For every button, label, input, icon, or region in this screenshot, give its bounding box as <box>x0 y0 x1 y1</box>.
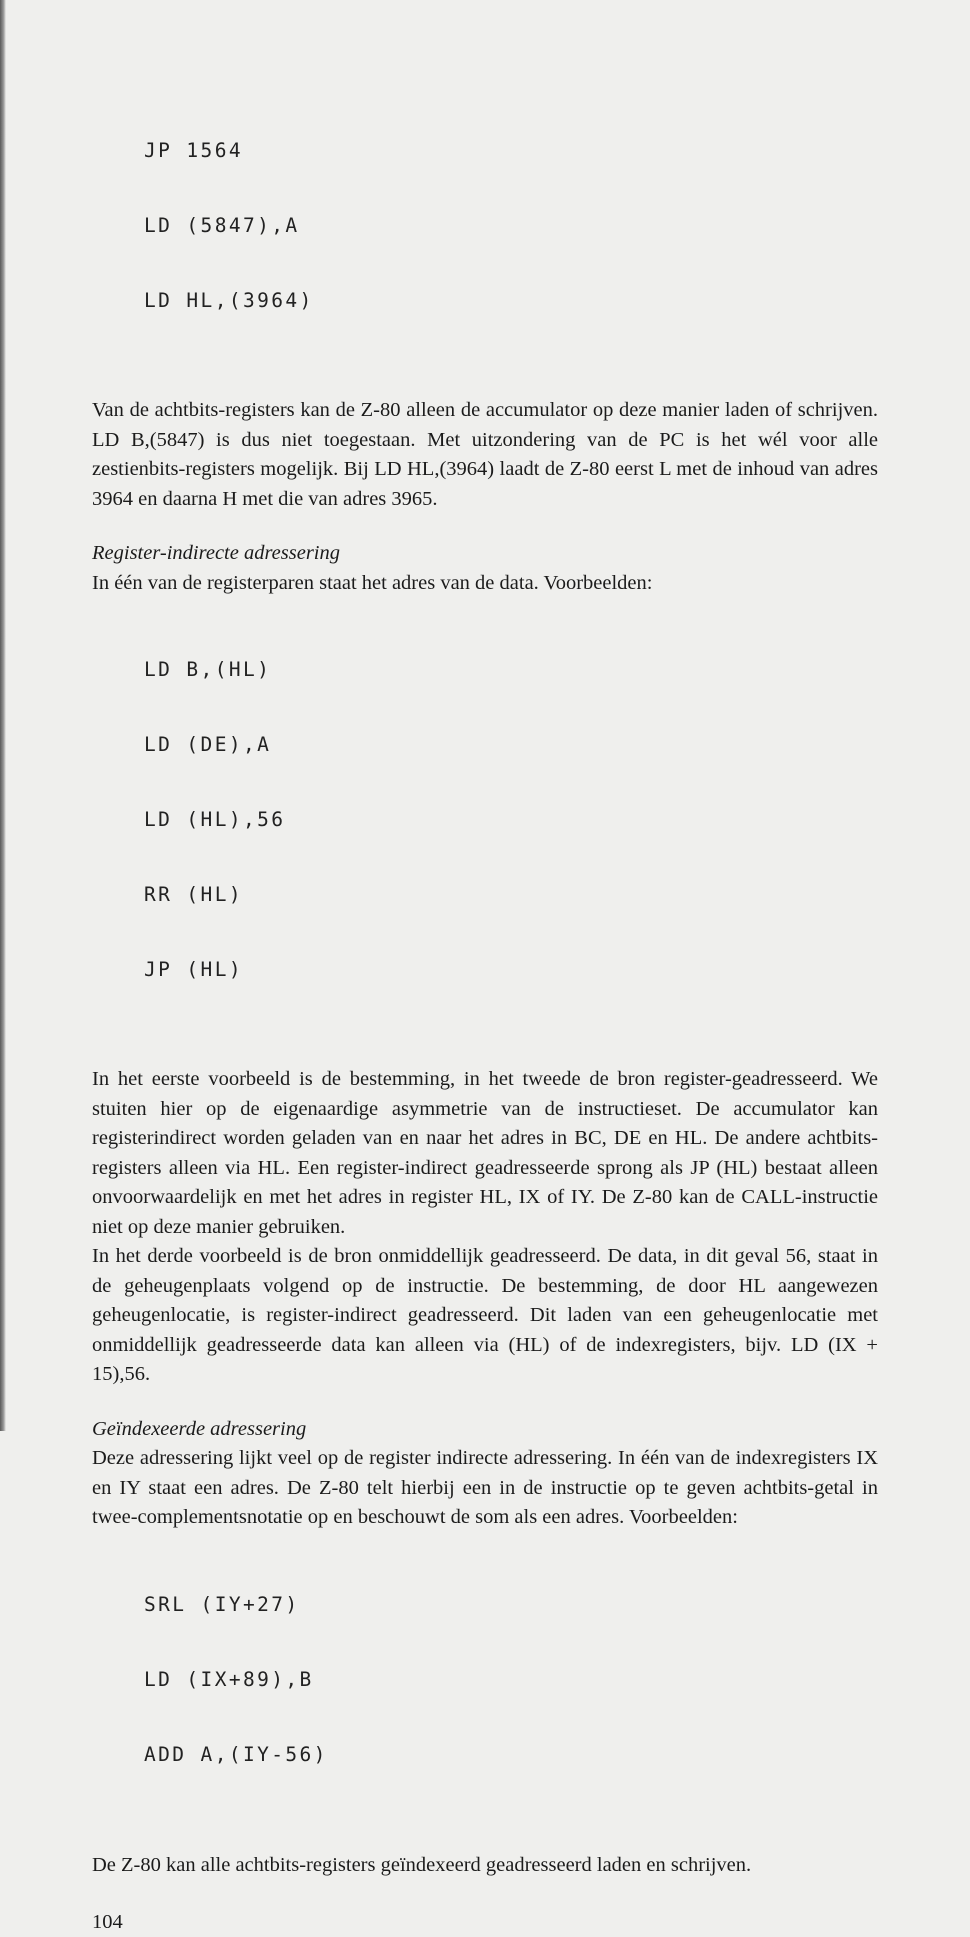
code-line: ADD A,(IY-56) <box>144 1742 328 1766</box>
page-number: 104 <box>92 1911 123 1933</box>
code-line: LD (IX+89),B <box>144 1667 314 1691</box>
code-line: RR (HL) <box>144 883 243 906</box>
code-line: SRL (IY+27) <box>144 1592 300 1616</box>
code-line: JP (HL) <box>144 958 243 981</box>
code-line: LD (5847),A <box>144 214 300 237</box>
code-line: LD HL,(3964) <box>144 289 314 312</box>
paragraph-register-indirect-intro: In één van de registerparen staat het adres van de data. Voorbeelden: <box>92 571 653 594</box>
code-line: LD (DE),A <box>144 733 272 756</box>
code-line: LD B,(HL) <box>144 658 272 681</box>
paragraph-absolute-addressing: Van de achtbits-registers kan de Z-80 alleen de accumulator op deze manier laden of schrijven. LD B,(5847) is dus niet toegestaan. Met uitzondering van de PC is het wél voor alle zestienbits-registers mogelijk. Bij LD HL,(3964) laadt de Z-80 eerst L met de inhoud van adres 3964 en daarna H met die van adres 3965. <box>92 399 878 510</box>
code-line: LD (HL),56 <box>144 808 286 831</box>
paragraph-register-indirect-explanation: In het eerste voorbeeld is de bestemming, in het tweede de bron register-geadresseerd. We stuiten hier op de eigenaardige asymmetrie van de instructieset. De accumulator kan registerindirect worden geladen van en naar het adres in BC, DE en HL. De andere achtbits-registers alleen via HL. Een register-indirect geadresseerde sprong als JP (HL) bestaat alleen onvoorwaardelijk en met het adres in register HL, IX of IY. De Z-80 kan de CALL-instructie niet op deze manier gebruiken. <box>92 1068 878 1238</box>
page-binding-edge <box>0 0 6 1431</box>
code-block-register-indirect <box>144 607 878 1032</box>
code-line: JP 1564 <box>144 139 243 162</box>
paragraph-immediate-explanation: In het derde voorbeeld is de bron onmiddellijk geadresseerd. De data, in dit geval 56, staat in de geheugenplaats volgend op de instructie. De bestemming, de door HL aangewezen geheugenlocatie, is register-indirect geadresseerd. Dit laden van een geheugenlocatie met onmiddellijk geadresseerde data kan alleen via (HL) of de indexregisters, bijv. LD (IX + 15),56. <box>92 1245 878 1385</box>
book-page <box>92 88 878 1937</box>
paragraph-indexed-closing: De Z-80 kan alle achtbits-registers geïndexeerd geadresseerd laden en schrijven. <box>92 1853 752 1876</box>
heading-register-indirect: Register-indirecte adressering <box>92 542 341 564</box>
paragraph-indexed-intro: Deze adressering lijkt veel op de register indirecte adressering. In één van de indexregisters IX en IY staat een adres. De Z-80 telt hierbij een in de instructie op te geven achtbits-getal in twee-complementsnotatie op en beschouwt de som als een adres. Voorbeelden: <box>92 1447 878 1528</box>
code-block-absolute <box>144 88 878 363</box>
heading-indexed: Geïndexeerde adressering <box>92 1417 307 1440</box>
code-block-indexed <box>144 1542 878 1817</box>
